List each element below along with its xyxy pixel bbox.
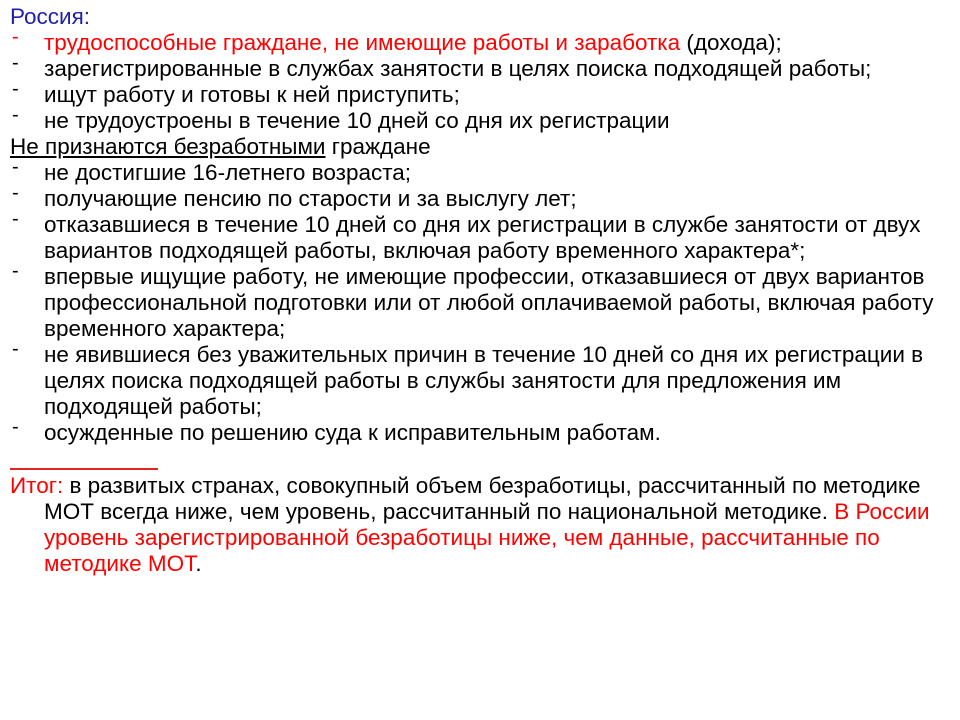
dash-bullet: - [12,208,19,230]
summary-highlight: В России уровень зарегистрированной безработицы ниже, чем данные, рассчитанные по методике МОТ [44,499,930,576]
dash-bullet: - [12,52,19,74]
exception-item [10,416,950,446]
exception-item [10,182,950,212]
dash-bullet: - [12,182,19,204]
dash-bullet: - [12,416,19,438]
dash-bullet: - [12,26,19,48]
footnote-rule [10,468,158,470]
criteria-text: не трудоустроены в течение 10 дней со дня их регистрации [44,108,670,133]
spacer [10,446,950,468]
criteria-item [10,26,950,56]
dash-bullet: - [12,104,19,126]
exception-item [10,260,950,342]
exception-text: не достигшие 16-летнего возраста; [44,160,412,185]
not-recognized-heading [10,134,950,160]
not-recognized-underlined: Не признаются безработными [10,134,326,159]
exception-text: впервые ищущие работу, не имеющие профессии, отказавшиеся от двух вариантов профессиональной подготовки или от любой оплачиваемой работы, включая работу временного характера; [44,264,934,341]
exception-text: получающие пенсию по старости и за выслугу лет; [44,186,577,211]
heading-russia: Россия: [10,4,91,29]
exception-item [10,338,950,420]
dash-bullet: - [12,338,19,360]
dash-bullet: - [12,156,19,178]
not-recognized-rest: граждане [325,134,431,159]
summary-label: Итог: [10,473,64,498]
criteria-suffix: (дохода); [680,30,782,55]
exception-item [10,156,950,186]
summary-paragraph [10,473,950,577]
exception-text: не явившиеся без уважительных причин в течение 10 дней со дня их регистрации в целях поиска подходящей работы в службы занятости для предложения им подходящей работы; [44,342,924,419]
criteria-text: зарегистрированные в службах занятости в целях поиска подходящей работы; [44,56,872,81]
exception-item [10,208,950,264]
criteria-text: трудоспособные граждане, не имеющие работы и заработка [44,30,681,55]
exception-text: отказавшиеся в течение 10 дней со дня их регистрации в службе занятости от двух вариантов подходящей работы, включая работу временного характера*; [44,212,921,263]
summary-end: . [195,551,202,576]
criteria-item [10,104,950,134]
dash-bullet: - [12,260,19,282]
criteria-item [10,52,950,82]
criteria-list [10,26,950,134]
exception-text: осужденные по решению суда к исправительным работам. [44,420,661,445]
summary-text: в развитых странах, совокупный объем безработицы, рассчитанный по методике МОТ всегда ниже, чем уровень, рассчитанный по национальной методике. [44,473,921,524]
criteria-item [10,78,950,108]
exceptions-list [10,156,950,446]
criteria-text: ищут работу и готовы к ней приступить; [44,82,460,107]
slide-content [10,4,950,577]
dash-bullet: - [12,78,19,100]
